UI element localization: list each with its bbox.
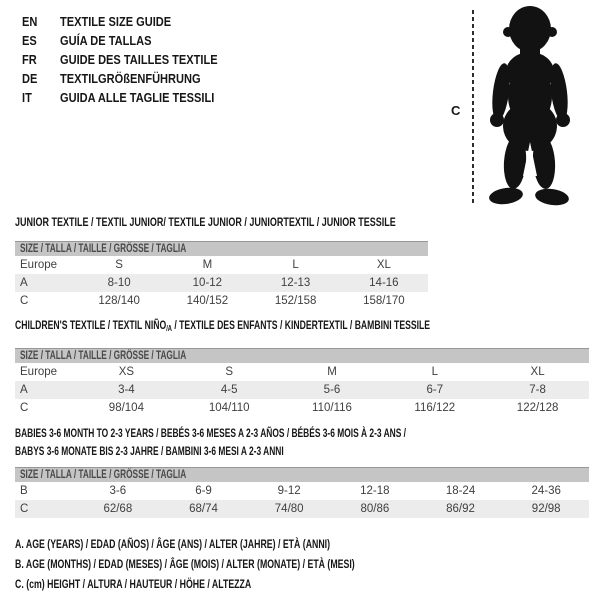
height-value: 74/80 bbox=[274, 503, 304, 515]
junior-title: JUNIOR TEXTILE / TEXTIL JUNIOR/ TEXTILE JUNIOR / JUNIORTEXTIL / JUNIOR TESSILE bbox=[15, 215, 396, 229]
children-title-part: / TEXTILE DES ENFANTS / KINDERTEXTIL / BAMBINI TESSILE bbox=[171, 318, 431, 332]
age-value: 3-4 bbox=[118, 384, 135, 396]
language-label: GUÍA DE TALLAS bbox=[60, 33, 152, 48]
children-title bbox=[15, 318, 430, 336]
language-row-de bbox=[22, 69, 245, 88]
age-value: 18-24 bbox=[445, 485, 476, 497]
table-row-europe bbox=[15, 363, 589, 381]
children-title-part: CHILDREN'S TEXTILE / TEXTIL NIÑO bbox=[15, 318, 167, 332]
legend-age-months: B. AGE (MONTHS) / EDAD (MESES) / ÂGE (MOIS) / ALTER (MONATE) / ETÀ (MESI) bbox=[15, 557, 355, 571]
size-value: S bbox=[225, 366, 234, 378]
height-value: 152/158 bbox=[274, 295, 317, 307]
children-section bbox=[15, 318, 589, 417]
language-row-en bbox=[22, 12, 245, 31]
height-value: 80/86 bbox=[360, 503, 390, 515]
language-row-es bbox=[22, 31, 245, 50]
toddler-silhouette-image bbox=[482, 4, 577, 209]
language-code: DE bbox=[22, 71, 38, 86]
language-row-it bbox=[22, 88, 245, 107]
language-label: TEXTILGRÖßENFÜHRUNG bbox=[60, 71, 201, 86]
babies-size-header bbox=[15, 467, 589, 482]
row-label: Europe bbox=[20, 259, 58, 271]
age-value: 24-36 bbox=[531, 485, 561, 497]
language-label: GUIDE DES TAILLES TEXTILE bbox=[60, 52, 218, 67]
height-value: 104/110 bbox=[208, 402, 250, 414]
language-label: TEXTILE SIZE GUIDE bbox=[60, 14, 172, 29]
language-list bbox=[22, 12, 245, 107]
babies-table bbox=[15, 467, 589, 518]
row-label: A bbox=[20, 277, 28, 289]
language-code: IT bbox=[22, 90, 32, 105]
height-value: 116/122 bbox=[414, 402, 456, 414]
row-label: B bbox=[20, 485, 28, 497]
junior-table bbox=[15, 241, 428, 310]
height-value: 158/170 bbox=[363, 295, 405, 307]
height-value: 140/152 bbox=[186, 295, 229, 307]
height-value: 128/140 bbox=[98, 295, 140, 307]
height-value: 122/128 bbox=[516, 402, 559, 414]
legend-height-cm: C. (cm) HEIGHT / ALTURA / HAUTEUR / HÖHE / ALTEZZA bbox=[15, 577, 252, 591]
height-value: 68/74 bbox=[189, 503, 218, 515]
table-row-height bbox=[15, 399, 589, 417]
row-label: Europe bbox=[20, 366, 58, 378]
babies-section bbox=[15, 424, 589, 518]
babies-title-line2: BABYS 3-6 MONATE BIS 2-3 JAHRE / BAMBINI 3-6 MESI A 2-3 ANNI bbox=[15, 444, 284, 458]
height-value: 92/98 bbox=[531, 503, 561, 515]
size-value: XL bbox=[530, 366, 545, 378]
height-value: 62/68 bbox=[103, 503, 133, 515]
height-value: 86/92 bbox=[446, 503, 475, 515]
size-value: L bbox=[292, 259, 299, 271]
age-value: 7-8 bbox=[529, 384, 546, 396]
age-value: 12-13 bbox=[280, 277, 311, 289]
junior-size-header bbox=[15, 241, 428, 256]
size-value: M bbox=[202, 259, 213, 271]
row-label: C bbox=[20, 402, 29, 414]
row-label: C bbox=[20, 295, 29, 307]
size-header-label: SIZE / TALLA / TAILLE / GRÖSSE / TAGLIA bbox=[20, 243, 187, 255]
age-value: 14-16 bbox=[369, 277, 399, 289]
row-label: A bbox=[20, 384, 28, 396]
size-value: XS bbox=[118, 366, 135, 378]
table-row-age-months bbox=[15, 482, 589, 500]
size-value: S bbox=[115, 259, 123, 271]
height-value: 98/104 bbox=[108, 402, 144, 414]
table-row-height bbox=[15, 292, 428, 310]
table-row-europe bbox=[15, 256, 428, 274]
size-value: M bbox=[327, 366, 337, 378]
age-value: 9-12 bbox=[277, 485, 301, 497]
children-table bbox=[15, 348, 589, 417]
babies-title-line1: BABIES 3-6 MONTH TO 2-3 YEARS / BEBÉS 3-6 MESES A 2-3 AÑOS / BÉBÉS 3-6 MOIS À 2-3 ANS / bbox=[15, 426, 407, 440]
age-value: 4-5 bbox=[220, 384, 238, 396]
junior-section bbox=[15, 215, 428, 310]
age-value: 6-9 bbox=[195, 485, 212, 497]
language-code: EN bbox=[22, 14, 38, 29]
size-value: L bbox=[431, 366, 438, 378]
height-marker-label: C bbox=[451, 103, 461, 118]
children-title-subscript: /A bbox=[166, 324, 172, 333]
height-measure-dotted-line bbox=[472, 10, 474, 206]
legend bbox=[15, 534, 480, 594]
height-value: 110/116 bbox=[312, 402, 352, 414]
age-value: 12-18 bbox=[360, 485, 390, 497]
age-value: 6-7 bbox=[426, 384, 444, 396]
language-code: FR bbox=[22, 52, 37, 67]
age-value: 10-12 bbox=[192, 277, 223, 289]
children-size-header bbox=[15, 348, 589, 363]
table-row-age bbox=[15, 274, 428, 292]
age-value: 5-6 bbox=[323, 384, 341, 396]
language-row-fr bbox=[22, 50, 245, 69]
age-value: 8-10 bbox=[107, 277, 131, 289]
size-value: XL bbox=[376, 259, 391, 271]
legend-age-years: A. AGE (YEARS) / EDAD (AÑOS) / ÂGE (ANS) / ALTER (JAHRE) / ETÀ (ANNI) bbox=[15, 537, 331, 551]
row-label: C bbox=[20, 503, 29, 515]
table-row-age bbox=[15, 381, 589, 399]
age-value: 3-6 bbox=[109, 485, 127, 497]
language-label: GUIDA ALLE TAGLIE TESSILI bbox=[60, 90, 215, 105]
size-header-label: SIZE / TALLA / TAILLE / GRÖSSE / TAGLIA bbox=[20, 350, 187, 362]
language-code: ES bbox=[22, 33, 37, 48]
size-header-label: SIZE / TALLA / TAILLE / GRÖSSE / TAGLIA bbox=[20, 469, 187, 481]
table-row-height bbox=[15, 500, 589, 518]
